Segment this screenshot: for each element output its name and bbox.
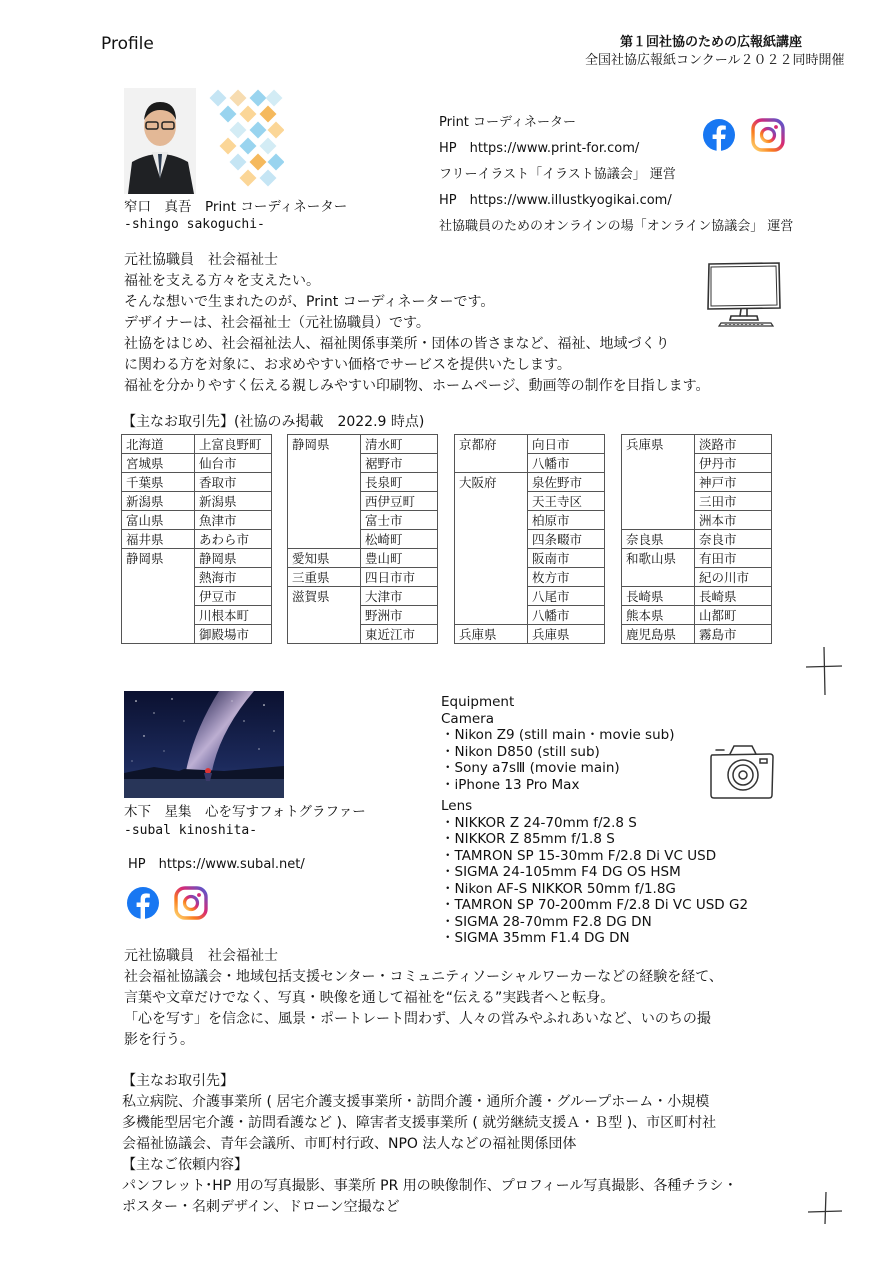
instagram-icon[interactable] <box>751 118 785 156</box>
clients-heading: 【主なお取引先】(社協のみ掲載 2022.9 時点) <box>122 414 425 430</box>
lens-item: ・Nikon AF-S NIKKOR 50mm f/1.8G <box>441 880 676 897</box>
client-city: 紀の川市 <box>695 568 772 587</box>
client-table-group-4 <box>621 434 772 644</box>
client-row <box>622 568 772 587</box>
client-city: 西伊豆町 <box>361 492 438 511</box>
client-prefecture <box>455 568 528 587</box>
person1-info <box>439 114 793 244</box>
client-city: 淡路市 <box>695 435 772 454</box>
client-city: 霧島市 <box>695 625 772 644</box>
client-prefecture <box>455 454 528 473</box>
client-prefecture <box>622 473 695 492</box>
client-row <box>122 587 272 606</box>
clients-text-line: 多機能型居宅介護・訪問看護など )、障害者支援事業所 ( 就労継続支援Ａ・Ｂ型 )、市区町村社 <box>122 1115 717 1131</box>
client-prefecture: 滋賀県 <box>288 587 361 606</box>
client-row <box>455 473 605 492</box>
client-city: 長泉町 <box>361 473 438 492</box>
client-city: 柏原市 <box>528 511 605 530</box>
photo-milky-way <box>124 691 284 798</box>
client-row <box>622 530 772 549</box>
client-prefecture <box>288 492 361 511</box>
info-line: Print コーディネーター <box>439 115 576 130</box>
client-city: 松崎町 <box>361 530 438 549</box>
clients-text-line: 会福祉協議会、青年会議所、市町村行政、NPO 法人などの福祉関係団体 <box>122 1136 577 1152</box>
client-city: 泉佐野市 <box>528 473 605 492</box>
client-prefecture: 宮城県 <box>122 454 195 473</box>
bio-line: 影を行う。 <box>124 1032 194 1048</box>
crop-mark-icon <box>804 645 844 701</box>
client-prefecture: 長崎県 <box>622 587 695 606</box>
client-row <box>288 549 438 568</box>
person1-bio <box>124 250 709 397</box>
client-city: 魚津市 <box>195 511 272 530</box>
client-row <box>122 606 272 625</box>
client-row <box>122 454 272 473</box>
client-city: 神戸市 <box>695 473 772 492</box>
crop-mark-icon <box>806 1190 846 1234</box>
lens-item: ・SIGMA 35mm F1.4 DG DN <box>441 930 630 946</box>
client-prefecture <box>288 473 361 492</box>
client-city: 上富良野町 <box>195 435 272 454</box>
info-line: フリーイラスト「イラスト協議会」 運営 <box>439 167 676 182</box>
client-prefecture <box>288 530 361 549</box>
client-row <box>455 568 605 587</box>
client-city: 山都町 <box>695 606 772 625</box>
client-row <box>455 530 605 549</box>
client-prefecture <box>622 568 695 587</box>
client-prefecture: 愛知県 <box>288 549 361 568</box>
client-prefecture <box>622 454 695 473</box>
client-row <box>622 549 772 568</box>
client-prefecture <box>455 511 528 530</box>
client-city: 四日市市 <box>361 568 438 587</box>
lens-item: ・SIGMA 28-70mm F2.8 DG DN <box>441 913 652 930</box>
requests-heading: 【主なご依頼内容】 <box>122 1157 248 1173</box>
client-city: 仙台市 <box>195 454 272 473</box>
client-row <box>288 587 438 606</box>
client-prefecture: 福井県 <box>122 530 195 549</box>
bio-line: に関わる方を対象に、お求めやすい価格でサービスを提供いたします。 <box>124 357 571 373</box>
client-city: 三田市 <box>695 492 772 511</box>
camera-item: ・iPhone 13 Pro Max <box>441 776 580 793</box>
client-row <box>455 492 605 511</box>
client-row <box>622 587 772 606</box>
clients-heading: 【主なお取引先】 <box>122 1073 234 1089</box>
computer-monitor-icon <box>703 258 783 332</box>
camera-icon <box>708 741 776 805</box>
client-row <box>455 549 605 568</box>
client-prefecture: 富山県 <box>122 511 195 530</box>
lens-item: ・TAMRON SP 15-30mm F/2.8 Di VC USD <box>441 847 717 864</box>
instagram-icon[interactable] <box>174 886 208 924</box>
client-city: 四条畷市 <box>528 530 605 549</box>
client-row <box>622 454 772 473</box>
person2-hp-link[interactable]: HP https://www.subal.net/ <box>128 857 305 872</box>
client-prefecture <box>455 549 528 568</box>
client-city: 静岡県 <box>195 549 272 568</box>
client-table-group-2 <box>287 434 438 644</box>
client-prefecture <box>288 511 361 530</box>
client-prefecture: 鹿児島県 <box>622 625 695 644</box>
bio-line: 社協をはじめ、社会福祉法人、福祉関係事業所・団体の皆さまなど、福祉、地域づくり <box>124 336 670 352</box>
client-prefecture: 三重県 <box>288 568 361 587</box>
bio-line: 社会福祉協議会・地域包括支援センター・コミュニティソーシャルワーカーなどの経験を経て、 <box>124 969 723 985</box>
client-city: 香取市 <box>195 473 272 492</box>
client-row <box>288 435 438 454</box>
client-city: 八尾市 <box>528 587 605 606</box>
client-prefecture: 大阪府 <box>455 473 528 492</box>
client-row <box>288 625 438 644</box>
client-city: 枚方市 <box>528 568 605 587</box>
client-row <box>288 473 438 492</box>
client-row <box>288 454 438 473</box>
client-row <box>455 587 605 606</box>
client-prefecture: 和歌山県 <box>622 549 695 568</box>
equipment-list <box>441 694 748 947</box>
client-row <box>622 473 772 492</box>
client-city: 八幡市 <box>528 606 605 625</box>
client-city: 伊豆市 <box>195 587 272 606</box>
client-prefecture <box>288 606 361 625</box>
client-city: 伊丹市 <box>695 454 772 473</box>
client-city: 川根本町 <box>195 606 272 625</box>
lens-heading: Lens <box>441 798 473 814</box>
client-city: 清水町 <box>361 435 438 454</box>
info-line: 社協職員のためのオンラインの場「オンライン協議会」 運営 <box>439 219 794 234</box>
client-row <box>455 454 605 473</box>
client-prefecture: 千葉県 <box>122 473 195 492</box>
client-city: 大津市 <box>361 587 438 606</box>
requests-text-line: パンフレット･HP 用の写真撮影、事業所 PR 用の映像制作、プロフィール写真撮影、各種チラシ・ <box>122 1178 738 1194</box>
client-prefecture <box>122 587 195 606</box>
client-row <box>455 435 605 454</box>
client-prefecture: 兵庫県 <box>622 435 695 454</box>
client-city: 向日市 <box>528 435 605 454</box>
portrait-photo-sakoguchi <box>124 88 284 194</box>
person2-clients <box>122 1071 737 1218</box>
client-prefecture <box>288 625 361 644</box>
client-row <box>288 606 438 625</box>
facebook-icon[interactable] <box>702 118 736 156</box>
client-city: 長崎県 <box>695 587 772 606</box>
client-prefecture <box>622 511 695 530</box>
info-line-hp[interactable]: HP https://www.print-for.com/ <box>439 141 640 156</box>
client-city: 兵庫県 <box>528 625 605 644</box>
person1-romaji: -shingo sakoguchi- <box>124 217 265 232</box>
person2-name-title: 木下 星集 心を写すフォトグラファー <box>124 804 366 820</box>
client-city: 豊山町 <box>361 549 438 568</box>
client-city: 熱海市 <box>195 568 272 587</box>
person2-bio <box>124 946 723 1051</box>
client-prefecture <box>122 625 195 644</box>
client-prefecture <box>288 454 361 473</box>
camera-item: ・Nikon Z9 (still main・movie sub) <box>441 727 675 743</box>
bio-line: 「心を写す」を信念に、風景・ポートレート問わず、人々の営みやふれあいなど、いのちの撮 <box>124 1011 711 1027</box>
client-row <box>288 511 438 530</box>
client-prefecture: 北海道 <box>122 435 195 454</box>
client-city: 阪南市 <box>528 549 605 568</box>
client-city: 東近江市 <box>361 625 438 644</box>
client-prefecture <box>122 568 195 587</box>
facebook-icon[interactable] <box>126 886 160 924</box>
client-prefecture <box>122 606 195 625</box>
client-city: 奈良市 <box>695 530 772 549</box>
client-row <box>122 492 272 511</box>
client-city: 八幡市 <box>528 454 605 473</box>
page-title: Profile <box>101 34 154 54</box>
client-city: 御殿場市 <box>195 625 272 644</box>
client-city: 天王寺区 <box>528 492 605 511</box>
person2-romaji: -subal kinoshita- <box>124 823 258 838</box>
client-city: 新潟県 <box>195 492 272 511</box>
client-row <box>622 625 772 644</box>
bio-line: デザイナーは、社会福祉士（元社協職員）です。 <box>124 315 430 331</box>
client-row <box>622 606 772 625</box>
bio-line: 福祉を支える方々を支えたい。 <box>124 273 320 289</box>
client-city: 富士市 <box>361 511 438 530</box>
client-row <box>122 568 272 587</box>
client-row <box>622 435 772 454</box>
camera-item: ・Nikon D850 (still sub) <box>441 743 600 760</box>
client-prefecture: 静岡県 <box>288 435 361 454</box>
client-row <box>455 606 605 625</box>
client-row <box>122 549 272 568</box>
event-title-line2: 全国社協広報紙コンクール２０２２同時開催 <box>585 53 845 68</box>
client-prefecture: 奈良県 <box>622 530 695 549</box>
client-row <box>622 492 772 511</box>
client-city: あわら市 <box>195 530 272 549</box>
bio-line: そんな想いで生まれたのが、Print コーディネーターです。 <box>124 294 495 310</box>
bio-line: 元社協職員 社会福祉士 <box>124 948 278 964</box>
client-row <box>122 473 272 492</box>
client-city: 野洲市 <box>361 606 438 625</box>
camera-heading: Camera <box>441 710 494 727</box>
client-prefecture <box>455 587 528 606</box>
client-prefecture: 静岡県 <box>122 549 195 568</box>
bio-line: 言葉や文章だけでなく、写真・映像を通して福祉を“伝える”実践者へと転身。 <box>124 990 615 1006</box>
client-prefecture <box>455 530 528 549</box>
client-prefecture: 新潟県 <box>122 492 195 511</box>
client-city: 有田市 <box>695 549 772 568</box>
client-prefecture: 京都府 <box>455 435 528 454</box>
client-row <box>122 435 272 454</box>
clients-text-line: 私立病院、介護事業所 ( 居宅介護支援事業所・訪問介護・通所介護・グループホーム・小規模 <box>122 1094 710 1110</box>
client-city: 洲本市 <box>695 511 772 530</box>
client-prefecture <box>622 492 695 511</box>
client-row <box>122 625 272 644</box>
bio-line: 福祉を分かりやすく伝える親しみやすい印刷物、ホームページ、動画等の制作を目指します。 <box>124 378 710 394</box>
event-title-line1: 第１回社協のための広報紙講座 <box>620 35 803 50</box>
client-row <box>455 511 605 530</box>
client-prefecture <box>455 492 528 511</box>
client-row <box>455 625 605 644</box>
camera-item: ・Sony a7sⅢ (movie main) <box>441 760 620 776</box>
person1-name-title: 窄口 真吾 Print コーディネーター <box>124 199 348 215</box>
client-table-group-1 <box>121 434 272 644</box>
lens-item: ・TAMRON SP 70-200mm F/2.8 Di VC USD G2 <box>441 897 749 913</box>
requests-text-line: ポスター・名刺デザイン、ドローン空撮など <box>122 1199 400 1215</box>
client-city: 裾野市 <box>361 454 438 473</box>
lens-item: ・SIGMA 24-105mm F4 DG OS HSM <box>441 864 681 880</box>
client-table-group-3 <box>454 434 605 644</box>
client-prefecture: 熊本県 <box>622 606 695 625</box>
client-prefecture: 兵庫県 <box>455 625 528 644</box>
client-row <box>622 511 772 530</box>
lens-item: ・NIKKOR Z 24-70mm f/2.8 S <box>441 814 637 831</box>
client-prefecture <box>455 606 528 625</box>
equipment-heading: Equipment <box>441 694 515 710</box>
bio-line: 元社協職員 社会福祉士 <box>124 252 278 268</box>
info-line-hp[interactable]: HP https://www.illustkyogikai.com/ <box>439 193 672 208</box>
client-row <box>288 492 438 511</box>
client-row <box>288 568 438 587</box>
client-row <box>288 530 438 549</box>
client-row <box>122 511 272 530</box>
lens-item: ・NIKKOR Z 85mm f/1.8 S <box>441 831 615 847</box>
client-row <box>122 530 272 549</box>
